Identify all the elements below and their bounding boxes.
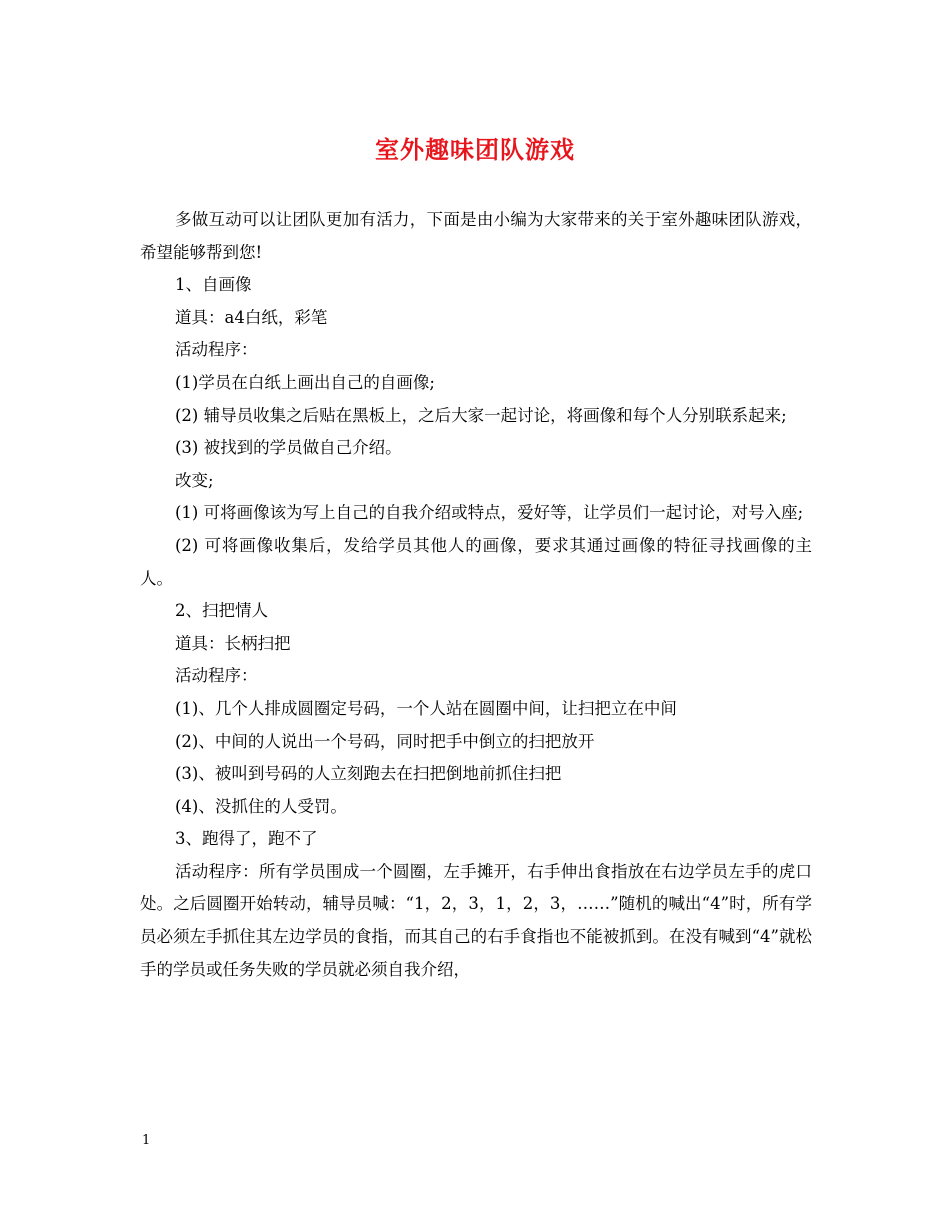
- step-2-3: (3)、被叫到号码的人立刻跑去在扫把倒地前抓住扫把: [175, 764, 562, 784]
- variation-2: (2) 可将画像收集后，发给学员其他人的画像，要求其通过画像的特征寻找画像的主人。: [140, 535, 812, 588]
- section-heading-3: 3、跑得了，跑不了: [175, 829, 318, 849]
- section-heading-2: 2、扫把情人: [175, 601, 268, 621]
- intro-paragraph: 多做互动可以让团队更加有活力，下面是由小编为大家带来的关于室外趣味团队游戏，希望能够帮到您!: [140, 210, 812, 262]
- step-2-1: (1)、几个人排成圆圈定号码，一个人站在圆圈中间，让扫把立在中间: [175, 698, 677, 718]
- step-1-2: (2) 辅导员收集之后贴在黑板上，之后大家一起讨论，将画像和每个人分别联系起来;: [175, 405, 787, 425]
- procedure-label-2: 活动程序：: [175, 666, 258, 686]
- section-heading-1: 1、自画像: [175, 275, 252, 295]
- variation-1: (1) 可将画像该为写上自己的自我介绍或特点，爱好等，让学员们一起讨论，对号入座;: [175, 503, 804, 523]
- document-body: [140, 204, 812, 986]
- page-number: 1: [142, 1133, 151, 1148]
- procedure-paragraph-3: 活动程序：所有学员围成一个圆圈，左手摊开，右手伸出食指放在右边学员左手的虎口处。之后圆圈开始转动，辅导员喊：“1，2，3，1，2，3，……”随机的喊出“4”时，所有学员必须左手抓住其左边学员的食指，而其自己的右手食指也不能被抓到。在没有喊到“4”就松手的学员或任务失败的学员就必须自我介绍，: [140, 861, 812, 979]
- step-1-3: (3) 被找到的学员做自己介绍。: [175, 438, 402, 458]
- step-2-2: (2)、中间的人说出一个号码，同时把手中倒立的扫把放开: [175, 731, 595, 751]
- step-2-4: (4)、没抓住的人受罚。: [175, 796, 347, 816]
- props-line-1: 道具：a4白纸，彩笔: [175, 307, 328, 327]
- document-title: 室外趣味团队游戏: [375, 136, 575, 164]
- props-line-2: 道具：长柄扫把: [175, 633, 291, 653]
- procedure-label-1: 活动程序：: [175, 340, 258, 360]
- step-1-1: (1)学员在白纸上画出自己的自画像;: [175, 372, 435, 392]
- variation-label: 改变;: [175, 470, 214, 490]
